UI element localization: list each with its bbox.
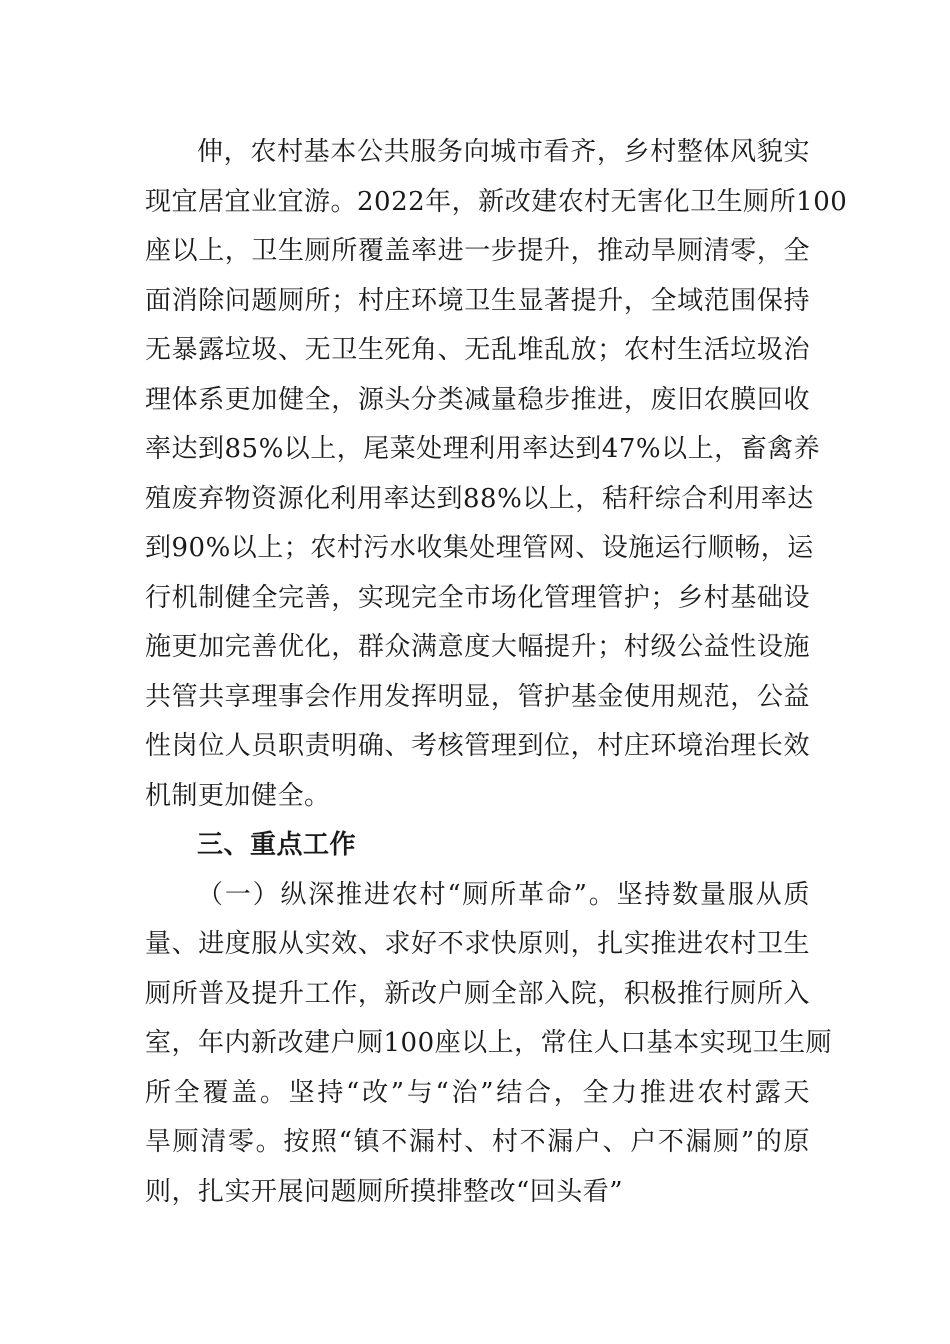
text-line: （一）纵深推进农村“厕所革命”。坚持数量服从质 bbox=[197, 879, 810, 910]
text-line: 伸，农村基本公共服务向城市看齐，乡村整体风貌实 bbox=[197, 137, 810, 167]
text-line: 量、进度服从实效、求好不求快原则，扎实推进农村卫生 bbox=[145, 929, 810, 959]
text-line: 共管共享理事会作用发挥明显，管护基金使用规范，公益 bbox=[145, 681, 810, 712]
text-line: 施更加完善优化，群众满意度大幅提升；村级公益性设施 bbox=[145, 632, 810, 662]
text-line: 所全覆盖。坚持“改”与“治”结合，全力推进农村露天 bbox=[145, 1077, 810, 1108]
text-line: 无暴露垃圾、无卫生死角、无乱堆乱放；农村生活垃圾治 bbox=[145, 335, 810, 365]
section-heading: 三、重点工作 bbox=[197, 830, 357, 860]
text-line: 性岗位人员职责明确、考核管理到位，村庄环境治理长效 bbox=[145, 731, 810, 761]
text-line: 殖废弃物资源化利用率达到88%以上，秸秆综合利用率达 bbox=[145, 483, 814, 514]
text-line: 旱厕清零。按照“镇不漏村、村不漏户、户不漏厕”的原 bbox=[145, 1127, 810, 1157]
text-line: 则，扎实开展问题厕所摸排整改“回头看” bbox=[145, 1176, 624, 1207]
text-line: 理体系更加健全，源头分类减量稳步推进，废旧农膜回收 bbox=[145, 384, 810, 415]
text-line: 到90%以上；农村污水收集处理管网、设施运行顺畅，运 bbox=[145, 533, 814, 563]
text-line: 面消除问题厕所；村庄环境卫生显著提升，全域范围保持 bbox=[145, 285, 810, 316]
text-line: 现宜居宜业宜游。2022年，新改建农村无害化卫生厕所100 bbox=[145, 186, 848, 217]
text-line: 行机制健全完善，实现完全市场化管理管护；乡村基础设 bbox=[145, 582, 810, 613]
text-line: 率达到85%以上，尾菜处理利用率达到47%以上，畜禽养 bbox=[145, 434, 821, 464]
text-line: 座以上，卫生厕所覆盖率进一步提升，推动旱厕清零，全 bbox=[145, 236, 810, 266]
document-body bbox=[145, 128, 848, 1217]
text-line: 室，年内新改建户厕100座以上，常住人口基本实现卫生厕 bbox=[145, 1028, 833, 1058]
text-line: 厕所普及提升工作，新改户厕全部入院，积极推行厕所入 bbox=[145, 978, 810, 1009]
text-line: 机制更加健全。 bbox=[145, 780, 331, 811]
